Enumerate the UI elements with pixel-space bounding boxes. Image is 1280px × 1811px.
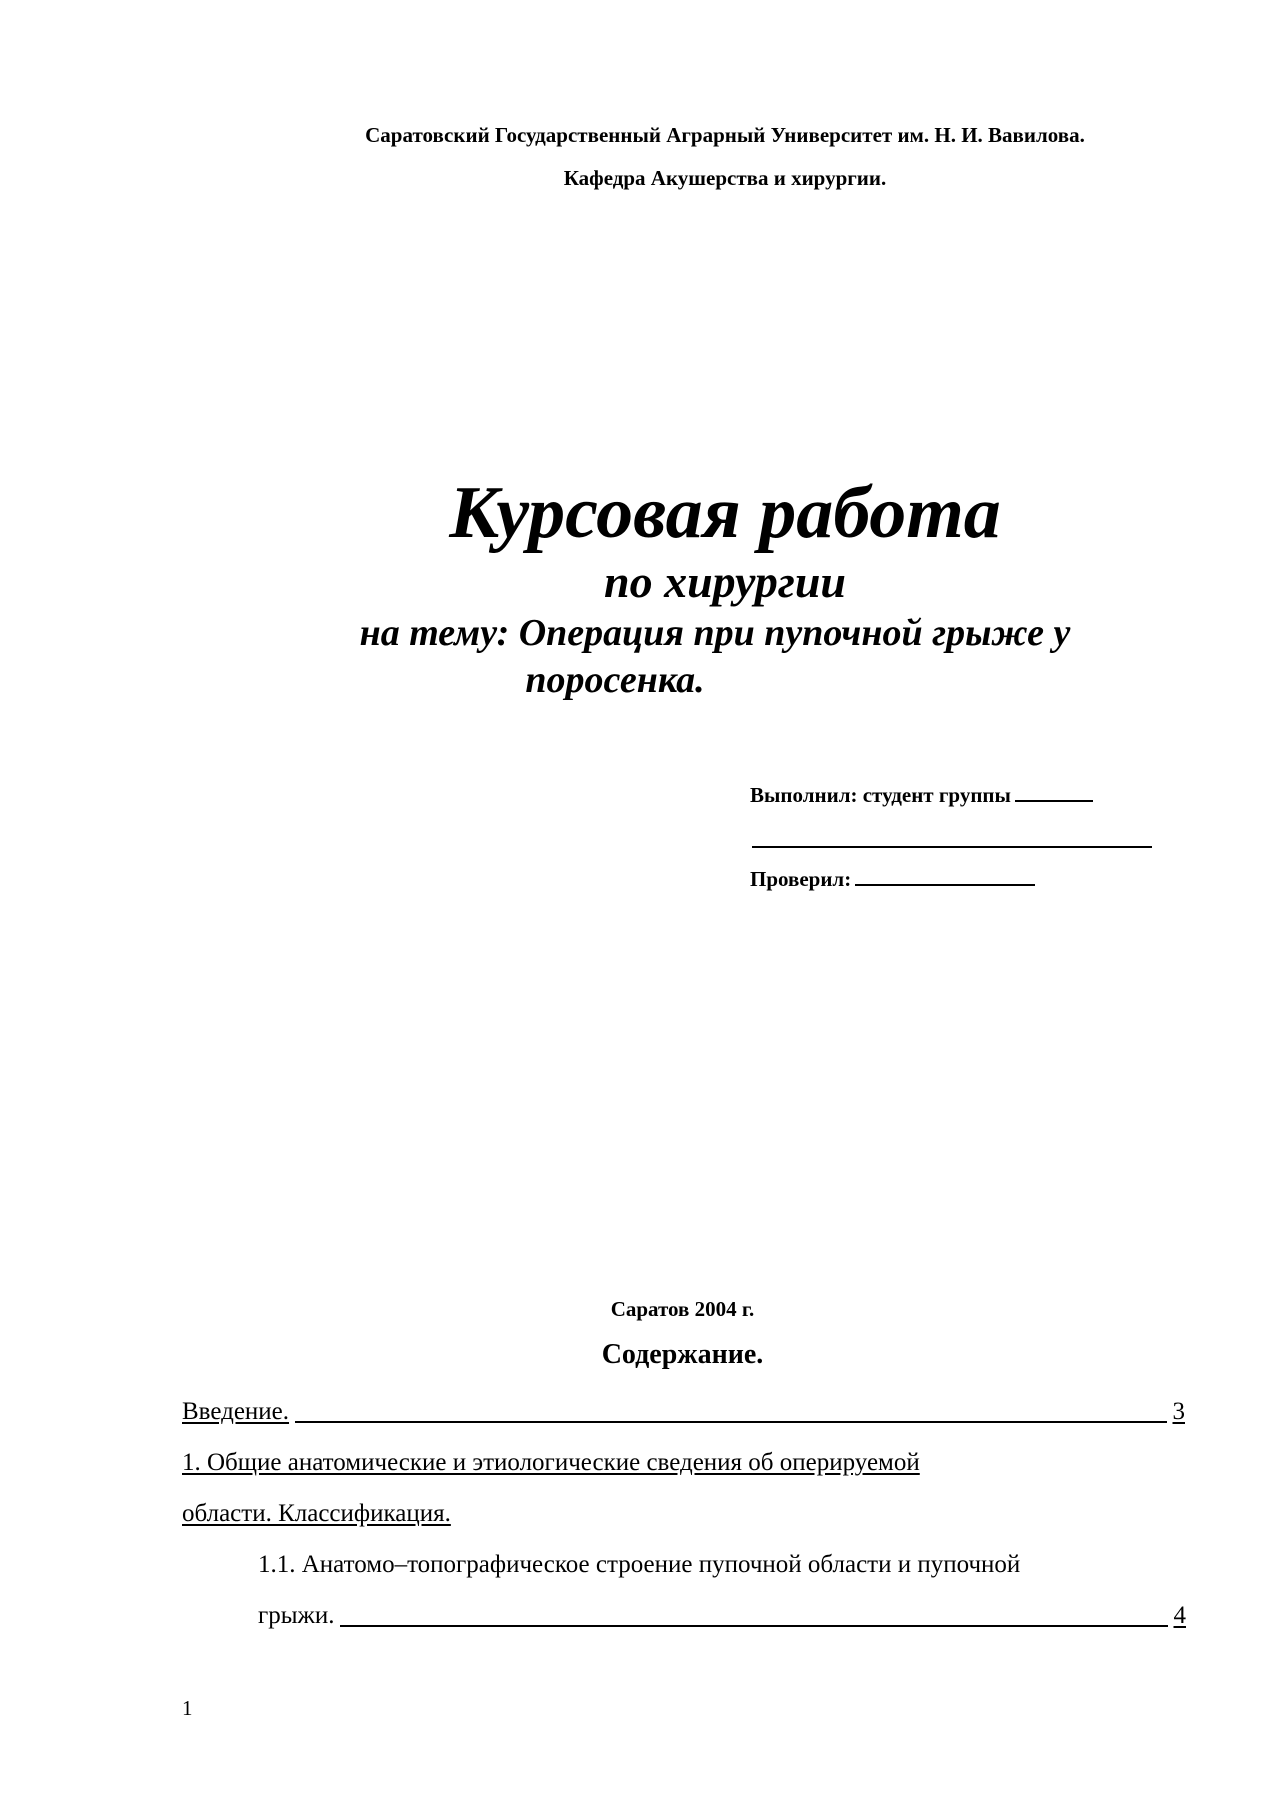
document-topic-line-1: на тему: Операция при пупочной грыже у xyxy=(359,612,1071,654)
toc-entry-section-1-cont[interactable] xyxy=(182,1498,451,1530)
toc-entry-label: области. Классификация. xyxy=(182,1500,451,1527)
document-subject: по хирургии xyxy=(603,556,847,607)
performed-by-field xyxy=(750,780,1093,809)
toc-entry-label: грыжи. xyxy=(258,1602,335,1629)
document-topic-line-2: поросенка. xyxy=(525,659,705,701)
checker-blank-line xyxy=(855,864,1035,886)
toc-leader-line xyxy=(295,1421,1166,1423)
toc-entry-label: Введение. xyxy=(182,1398,290,1425)
city-year: Саратов 2004 г. xyxy=(610,1297,755,1321)
student-name-blank-line xyxy=(752,846,1152,848)
toc-page-number: 3 xyxy=(1172,1398,1185,1425)
toc-entry-label: 1. Общие анатомические и этиологические сведения об оперируемой xyxy=(182,1449,920,1476)
toc-title: Содержание. xyxy=(601,1339,764,1370)
university-name: Саратовский Государственный Аграрный Университет им. Н. И. Вавилова. xyxy=(365,123,1085,147)
toc-entry-label: 1.1. Анатомо–топографическое строение пупочной области и пупочной xyxy=(258,1551,1021,1578)
document-title: Курсовая работа xyxy=(449,472,1001,554)
toc-entry-intro[interactable] xyxy=(182,1396,1185,1428)
toc-entry-section-1-1[interactable] xyxy=(258,1549,1020,1581)
checked-by-field xyxy=(750,864,1035,893)
page-number: 1 xyxy=(182,1696,193,1720)
toc-page-number: 4 xyxy=(1173,1602,1186,1629)
toc-entry-section-1[interactable] xyxy=(182,1447,920,1479)
toc-entry-section-1-1-cont[interactable] xyxy=(258,1600,1186,1632)
performed-by-label: Выполнил: студент группы xyxy=(750,783,1011,807)
toc-leader-line xyxy=(340,1625,1167,1627)
group-blank-line xyxy=(1015,780,1093,802)
department-name: Кафедра Акушерства и хирургии. xyxy=(563,166,887,190)
checked-by-label: Проверил: xyxy=(750,867,852,891)
